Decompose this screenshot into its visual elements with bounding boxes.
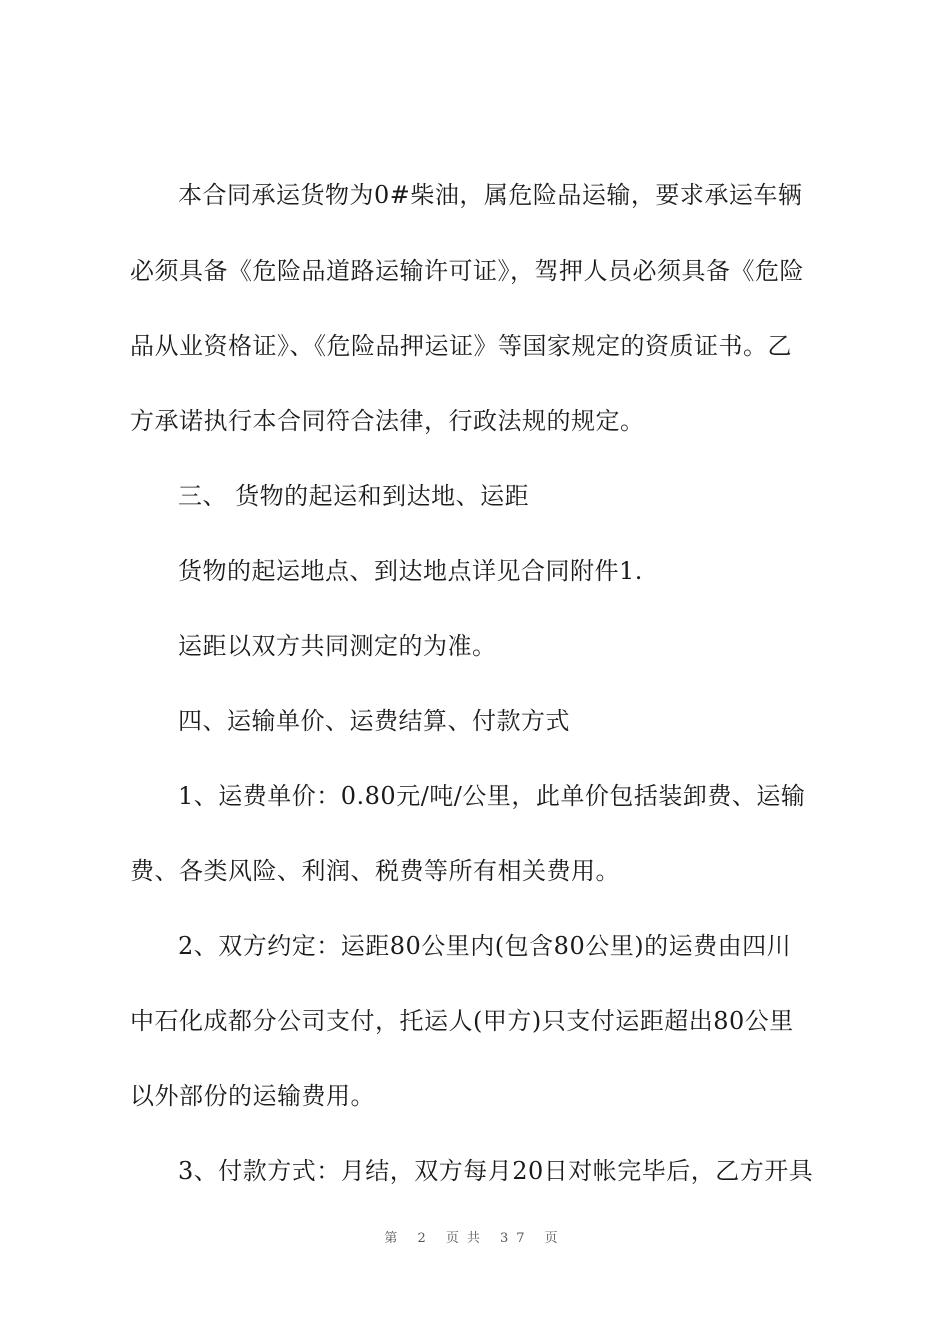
paragraph-line: 货物的起运地点、到达地点详见合同附件1. (178, 557, 643, 585)
paragraph-line: 本合同承运货物为0#柴油，属危险品运输，要求承运车辆 (178, 181, 803, 209)
paragraph-line: 方承诺执行本合同符合法律，行政法规的规定。 (130, 407, 645, 435)
section-heading: 四、运输单价、运费结算、付款方式 (178, 707, 570, 735)
paragraph-line: 中石化成都分公司支付，托运人(甲方)只支付运距超出80公里 (130, 1007, 794, 1035)
paragraph-line: 以外部份的运输费用。 (130, 1082, 375, 1110)
paragraph-line: 费、各类风险、利润、税费等所有相关费用。 (130, 857, 620, 885)
paragraph-line: 运距以双方共同测定的为准。 (178, 632, 497, 660)
section-heading: 三、 货物的起运和到达地、运距 (178, 482, 530, 510)
paragraph-line: 2、双方约定：运距80公里内(包含80公里)的运费由四川 (178, 932, 792, 960)
paragraph-line: 3、付款方式：月结，双方每月20日对帐完毕后，乙方开具 (178, 1157, 814, 1185)
paragraph-line: 1、运费单价：0.80元/吨/公里，此单价包括装卸费、运输 (178, 782, 806, 810)
paragraph-line: 必须具备《危险品道路运输许可证》，驾押人员必须具备《危险 (130, 257, 804, 285)
paragraph-line: 品从业资格证》、《危险品押运证》等国家规定的资质证书。乙 (130, 332, 792, 360)
page-number-footer: 第 2 页共 37 页 (384, 1231, 566, 1246)
